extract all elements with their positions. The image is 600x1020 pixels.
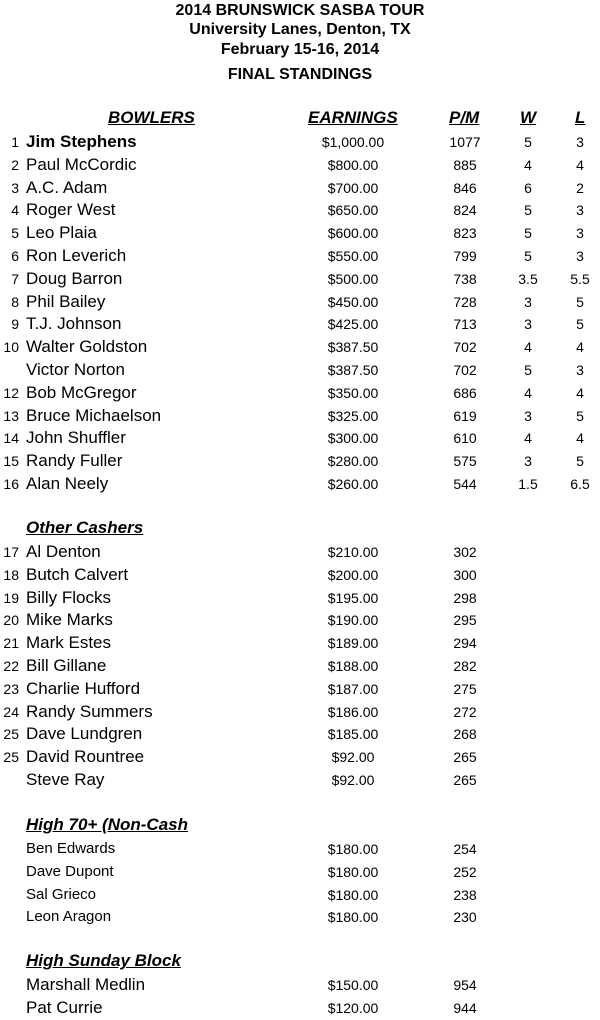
bowler-name: Leo Plaia — [26, 223, 97, 243]
earnings-value: $650.00 — [327, 202, 379, 219]
table-row — [0, 587, 600, 609]
earnings-value: $350.00 — [327, 384, 379, 401]
pm-value: 295 — [453, 612, 477, 629]
earnings-value: $260.00 — [327, 476, 379, 492]
pm-value: 944 — [453, 999, 477, 1016]
standings-title: FINAL STANDINGS — [227, 66, 373, 83]
event-dates: February 15-16, 2014 — [220, 41, 380, 58]
pm-value: 268 — [453, 726, 477, 743]
bowler-name: Randy Fuller — [26, 451, 123, 471]
pm-value: 885 — [453, 156, 477, 173]
table-row — [0, 313, 600, 335]
table-row — [0, 997, 600, 1019]
place-number: 25 — [3, 749, 19, 766]
losses-value: 6.5 — [570, 476, 590, 492]
pm-value: 300 — [453, 566, 477, 583]
section-title-other-cashers: Other Cashers — [26, 518, 144, 537]
pm-value: 610 — [453, 430, 477, 447]
place-number: 22 — [3, 658, 19, 674]
table-row — [0, 678, 600, 700]
pm-value: 265 — [453, 772, 477, 788]
place-number: 1 — [11, 134, 19, 150]
bowler-name: Walter Goldston — [26, 337, 148, 357]
pm-value: 252 — [453, 863, 477, 880]
place-number: 5 — [11, 225, 19, 242]
place-number: 8 — [11, 293, 19, 310]
bowler-name: Steve Ray — [26, 770, 105, 789]
bowler-name: Phil Bailey — [26, 291, 106, 311]
losses-value: 3 — [576, 248, 584, 264]
pm-value: 954 — [453, 977, 477, 993]
bowler-name: Al Denton — [26, 542, 101, 561]
place-number: 7 — [11, 270, 19, 287]
earnings-value: $210.00 — [327, 544, 379, 560]
wins-value: 3.5 — [518, 270, 538, 287]
place-number: 19 — [3, 589, 19, 606]
pm-value: 272 — [453, 703, 477, 720]
column-header-w: W — [520, 108, 537, 127]
pm-value: 728 — [453, 293, 477, 310]
bowler-name: T.J. Johnson — [26, 314, 122, 334]
bowler-name: Dave Lundgren — [26, 724, 143, 744]
bowler-name: A.C. Adam — [26, 177, 108, 197]
column-header-pm: P/M — [449, 108, 480, 127]
table-row — [0, 906, 600, 928]
earnings-value: $190.00 — [327, 612, 379, 629]
bowler-name: Bill Gillane — [26, 656, 107, 675]
table-row — [0, 291, 600, 313]
wins-value: 4 — [524, 339, 532, 356]
wins-value: 3 — [524, 316, 532, 333]
table-row — [0, 884, 600, 906]
pm-value: 544 — [453, 476, 477, 492]
earnings-value: $150.00 — [327, 977, 379, 993]
losses-value: 4 — [576, 339, 584, 356]
earnings-value: $92.00 — [331, 749, 375, 766]
table-row — [0, 222, 600, 244]
earnings-value: $500.00 — [327, 270, 379, 287]
table-row — [0, 450, 600, 472]
wins-value: 3 — [524, 293, 532, 310]
losses-value: 4 — [576, 430, 584, 447]
table-row — [0, 701, 600, 723]
wins-value: 5 — [524, 225, 532, 242]
venue: University Lanes, Denton, TX — [189, 21, 411, 38]
earnings-value: $1,000.00 — [321, 134, 385, 150]
pm-value: 823 — [453, 225, 477, 242]
earnings-value: $189.00 — [327, 635, 379, 652]
bowler-name: Mark Estes — [26, 633, 112, 653]
place-number: 14 — [3, 430, 19, 447]
section-title-high-70: High 70+ (Non-Cash — [26, 815, 188, 834]
tour-title: 2014 BRUNSWICK SASBA TOUR — [175, 2, 425, 19]
place-number: 24 — [3, 703, 19, 720]
table-row — [0, 838, 600, 860]
pm-value: 799 — [453, 248, 477, 264]
earnings-value: $188.00 — [327, 658, 379, 674]
earnings-value: $387.50 — [327, 362, 379, 378]
earnings-value: $325.00 — [327, 407, 379, 424]
place-number: 23 — [3, 680, 19, 697]
table-row — [0, 427, 600, 449]
wins-value: 3 — [524, 453, 532, 470]
bowler-name: Mike Marks — [26, 610, 113, 630]
earnings-value: $185.00 — [327, 726, 379, 743]
earnings-value: $800.00 — [327, 156, 379, 173]
losses-value: 5 — [576, 316, 584, 333]
earnings-value: $700.00 — [327, 179, 379, 196]
table-row — [0, 974, 600, 996]
losses-value: 5 — [576, 293, 584, 310]
earnings-value: $425.00 — [327, 316, 379, 333]
earnings-value: $186.00 — [327, 703, 379, 720]
wins-value: 1.5 — [518, 476, 538, 492]
losses-value: 3 — [576, 362, 584, 378]
losses-value: 5 — [576, 453, 584, 470]
bowler-name: Victor Norton — [26, 360, 125, 379]
bowler-name: Ben Edwards — [26, 840, 116, 857]
table-row — [0, 359, 600, 381]
earnings-value: $280.00 — [327, 453, 379, 470]
losses-value: 5.5 — [570, 270, 590, 287]
bowler-name: Ron Leverich — [26, 246, 127, 265]
wins-value: 4 — [524, 430, 532, 447]
earnings-value: $187.00 — [327, 680, 379, 697]
wins-value: 4 — [524, 156, 532, 173]
bowler-name: Butch Calvert — [26, 564, 129, 584]
earnings-value: $180.00 — [327, 863, 379, 880]
bowler-name: Charlie Hufford — [26, 678, 141, 698]
pm-value: 294 — [453, 635, 477, 652]
pm-value: 298 — [453, 589, 477, 606]
bowler-name: Roger West — [26, 200, 116, 220]
wins-value: 5 — [524, 202, 532, 219]
table-row — [0, 564, 600, 586]
pm-value: 713 — [453, 316, 477, 333]
losses-value: 2 — [576, 179, 584, 196]
earnings-value: $195.00 — [327, 589, 379, 606]
place-number: 15 — [3, 453, 19, 470]
earnings-value: $387.50 — [327, 339, 379, 356]
table-row — [0, 245, 600, 267]
bowler-name: Sal Grieco — [26, 885, 97, 903]
earnings-value: $180.00 — [327, 841, 379, 857]
pm-value: 230 — [453, 909, 477, 926]
table-row — [0, 382, 600, 404]
bowler-name: David Rountree — [26, 747, 145, 767]
earnings-value: $200.00 — [327, 566, 379, 583]
bowler-name: John Shuffler — [26, 428, 126, 448]
bowler-name: Billy Flocks — [26, 587, 112, 607]
place-number: 13 — [3, 407, 19, 424]
table-row — [0, 655, 600, 677]
pm-value: 824 — [453, 202, 477, 219]
place-number: 9 — [11, 316, 19, 333]
pm-value: 238 — [453, 886, 477, 903]
bowler-name: Paul McCordic — [26, 154, 137, 174]
bowler-name: Leon Aragon — [26, 908, 112, 926]
bowler-name: Bob McGregor — [26, 382, 137, 402]
bowler-name: Dave Dupont — [26, 862, 114, 880]
bowler-name: Alan Neely — [26, 474, 109, 493]
losses-value: 3 — [576, 134, 584, 150]
table-row — [0, 177, 600, 199]
table-row — [0, 405, 600, 427]
earnings-value: $180.00 — [327, 909, 379, 926]
pm-value: 846 — [453, 179, 477, 196]
table-row — [0, 199, 600, 221]
section-title-high-sunday: High Sunday Block — [26, 951, 181, 970]
pm-value: 302 — [453, 544, 477, 560]
losses-value: 4 — [576, 384, 584, 401]
pm-value: 619 — [453, 407, 477, 424]
place-number: 3 — [11, 179, 19, 196]
place-number: 12 — [3, 384, 19, 401]
table-row — [0, 336, 600, 358]
place-number: 25 — [3, 726, 19, 743]
place-number: 10 — [3, 339, 19, 356]
pm-value: 282 — [453, 658, 477, 674]
column-header-earnings: EARNINGS — [308, 108, 398, 127]
place-number: 18 — [3, 566, 19, 583]
table-row — [0, 746, 600, 768]
place-number: 6 — [11, 248, 19, 264]
pm-value: 275 — [453, 680, 477, 697]
earnings-value: $180.00 — [327, 886, 379, 903]
pm-value: 265 — [453, 749, 477, 766]
table-row — [0, 723, 600, 745]
wins-value: 6 — [524, 179, 532, 196]
table-row — [0, 541, 600, 563]
earnings-value: $92.00 — [331, 772, 375, 788]
table-row — [0, 131, 600, 153]
earnings-value: $550.00 — [327, 248, 379, 264]
earnings-value: $450.00 — [327, 293, 379, 310]
wins-value: 4 — [524, 384, 532, 401]
pm-value: 686 — [453, 384, 477, 401]
bowler-name: Marshall Medlin — [26, 975, 146, 994]
bowler-name: Pat Currie — [26, 997, 103, 1017]
losses-value: 3 — [576, 225, 584, 242]
column-header-bowlers: BOWLERS — [108, 108, 195, 127]
losses-value: 4 — [576, 156, 584, 173]
pm-value: 702 — [453, 362, 477, 378]
pm-value: 738 — [453, 270, 477, 287]
earnings-value: $300.00 — [327, 430, 379, 447]
pm-value: 575 — [453, 453, 477, 470]
table-row — [0, 632, 600, 654]
wins-value: 5 — [524, 134, 532, 150]
place-number: 4 — [11, 202, 19, 219]
place-number: 16 — [3, 476, 19, 492]
place-number: 2 — [11, 156, 19, 173]
earnings-value: $600.00 — [327, 225, 379, 242]
losses-value: 5 — [576, 407, 584, 424]
place-number: 17 — [3, 544, 19, 560]
wins-value: 3 — [524, 407, 532, 424]
pm-value: 702 — [453, 339, 477, 356]
pm-value: 254 — [453, 841, 477, 857]
table-row — [0, 609, 600, 631]
bowler-name: Jim Stephens — [26, 132, 137, 151]
bowler-name: Randy Summers — [26, 701, 153, 721]
losses-value: 3 — [576, 202, 584, 219]
bowler-name: Doug Barron — [26, 268, 123, 288]
table-row — [0, 154, 600, 176]
table-row — [0, 268, 600, 290]
place-number: 21 — [3, 635, 19, 652]
table-row — [0, 861, 600, 883]
bowler-name: Bruce Michaelson — [26, 405, 162, 425]
place-number: 20 — [3, 612, 19, 629]
column-header-l: L — [575, 108, 586, 127]
earnings-value: $120.00 — [327, 999, 379, 1016]
wins-value: 5 — [524, 248, 532, 264]
table-row — [0, 473, 600, 495]
pm-value: 1077 — [449, 134, 481, 150]
wins-value: 5 — [524, 362, 532, 378]
table-row — [0, 769, 600, 791]
